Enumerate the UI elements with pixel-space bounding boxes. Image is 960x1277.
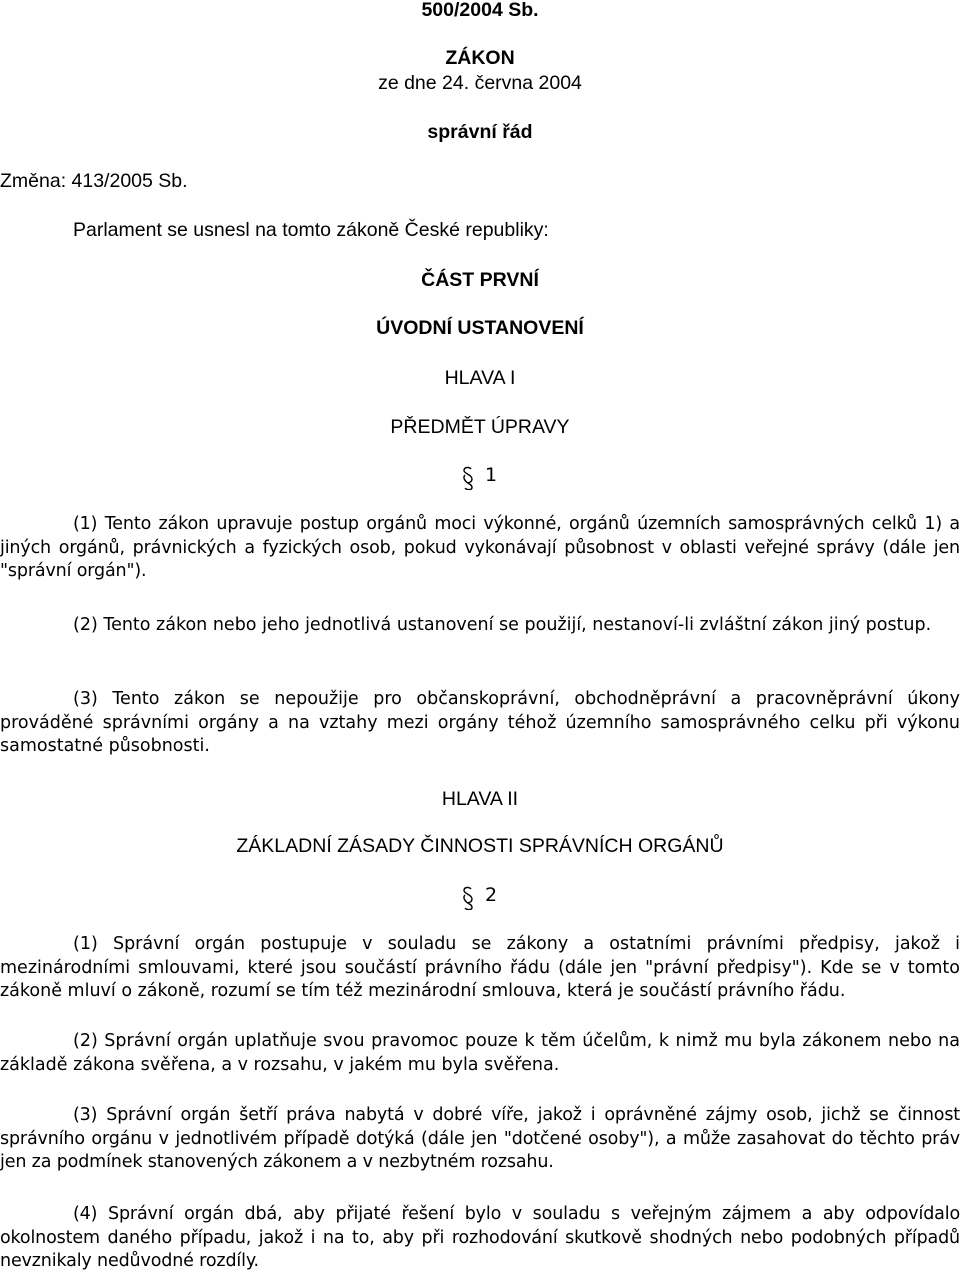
section-sign-icon bbox=[462, 886, 474, 910]
paragraph-text: (2) Tento zákon nebo jeho jednotlivá ustanovení se použijí, nestanoví-li zvláštní zákon jiný postup. bbox=[73, 615, 932, 635]
chapter-number: HLAVA II bbox=[441, 788, 519, 810]
paragraph-text: (1) Správní orgán postupuje v souladu se zákony a ostatními právními předpisy, jakož i mezinárodními smlouvami, které jsou součástí právního řádu (dále jen "právní předpisy"). Kde se v tomto zákoně mluví o zákoně, rozumí se tím též mezinárodní smlouva, která je součástí právního řádu. bbox=[0, 934, 960, 1001]
paragraph bbox=[0, 688, 960, 759]
section-number: 2 bbox=[484, 884, 498, 906]
section-sign-icon bbox=[462, 466, 474, 490]
paragraph bbox=[0, 513, 960, 584]
chapter-title: PŘEDMĚT ÚPRAVY bbox=[390, 416, 570, 438]
chapter-number: HLAVA I bbox=[444, 367, 516, 389]
paragraph bbox=[0, 1030, 960, 1077]
amendment-note: Změna: 413/2005 Sb. bbox=[0, 170, 188, 192]
part-number: ČÁST PRVNÍ bbox=[421, 269, 539, 291]
section-heading bbox=[0, 466, 960, 490]
paragraph-text: (4) Správní orgán dbá, aby přijaté řešení bylo v souladu s veřejným zájmem a aby odpovídalo okolnostem daného případu, jakož i na to, aby při rozhodování skutkově shodných nebo podobných případů nevznikaly nedůvodné rozdíly. bbox=[0, 1204, 960, 1271]
paragraph-text: (3) Správní orgán šetří práva nabytá v dobré víře, jakož i oprávněné zájmy osob, jichž se činnost správního orgánu v jednotlivém případě dotýká (dále jen "dotčené osoby"), a může zasahovat do těchto práv jen za podmínek stanovených zákonem a v nezbytném rozsahu. bbox=[0, 1105, 960, 1172]
section-number: 1 bbox=[484, 464, 498, 486]
paragraph bbox=[0, 1203, 960, 1274]
law-date: ze dne 24. června 2004 bbox=[378, 72, 582, 94]
paragraph bbox=[0, 614, 960, 638]
law-type: ZÁKON bbox=[445, 47, 515, 69]
section-heading bbox=[0, 886, 960, 905]
chapter-title: ZÁKLADNÍ ZÁSADY ČINNOSTI SPRÁVNÍCH ORGÁNŮ bbox=[236, 835, 724, 857]
preamble: Parlament se usnesl na tomto zákoně České republiky: bbox=[73, 219, 549, 241]
paragraph bbox=[0, 1104, 960, 1175]
paragraph-text: (2) Správní orgán uplatňuje svou pravomoc pouze k těm účelům, k nimž mu byla zákonem nebo na základě zákona svěřena, a v rozsahu, v jakém mu byla svěřena. bbox=[0, 1031, 960, 1075]
paragraph bbox=[0, 933, 960, 1004]
paragraph-text: (3) Tento zákon se nepoužije pro občanskoprávní, obchodněprávní a pracovněprávní úkony prováděné správními orgány a na vztahy mezi orgány téhož územního samosprávného celku při výkonu samostatné působnosti. bbox=[0, 689, 960, 756]
part-title: ÚVODNÍ USTANOVENÍ bbox=[376, 317, 584, 339]
law-name: správní řád bbox=[427, 121, 533, 143]
paragraph-text: (1) Tento zákon upravuje postup orgánů moci výkonné, orgánů územních samosprávných celků 1) a jiných orgánů, právnických a fyzických osob, pokud vykonávají působnost v oblasti veřejné správy (dále jen "správní orgán"). bbox=[0, 514, 960, 581]
law-number: 500/2004 Sb. bbox=[421, 0, 539, 21]
